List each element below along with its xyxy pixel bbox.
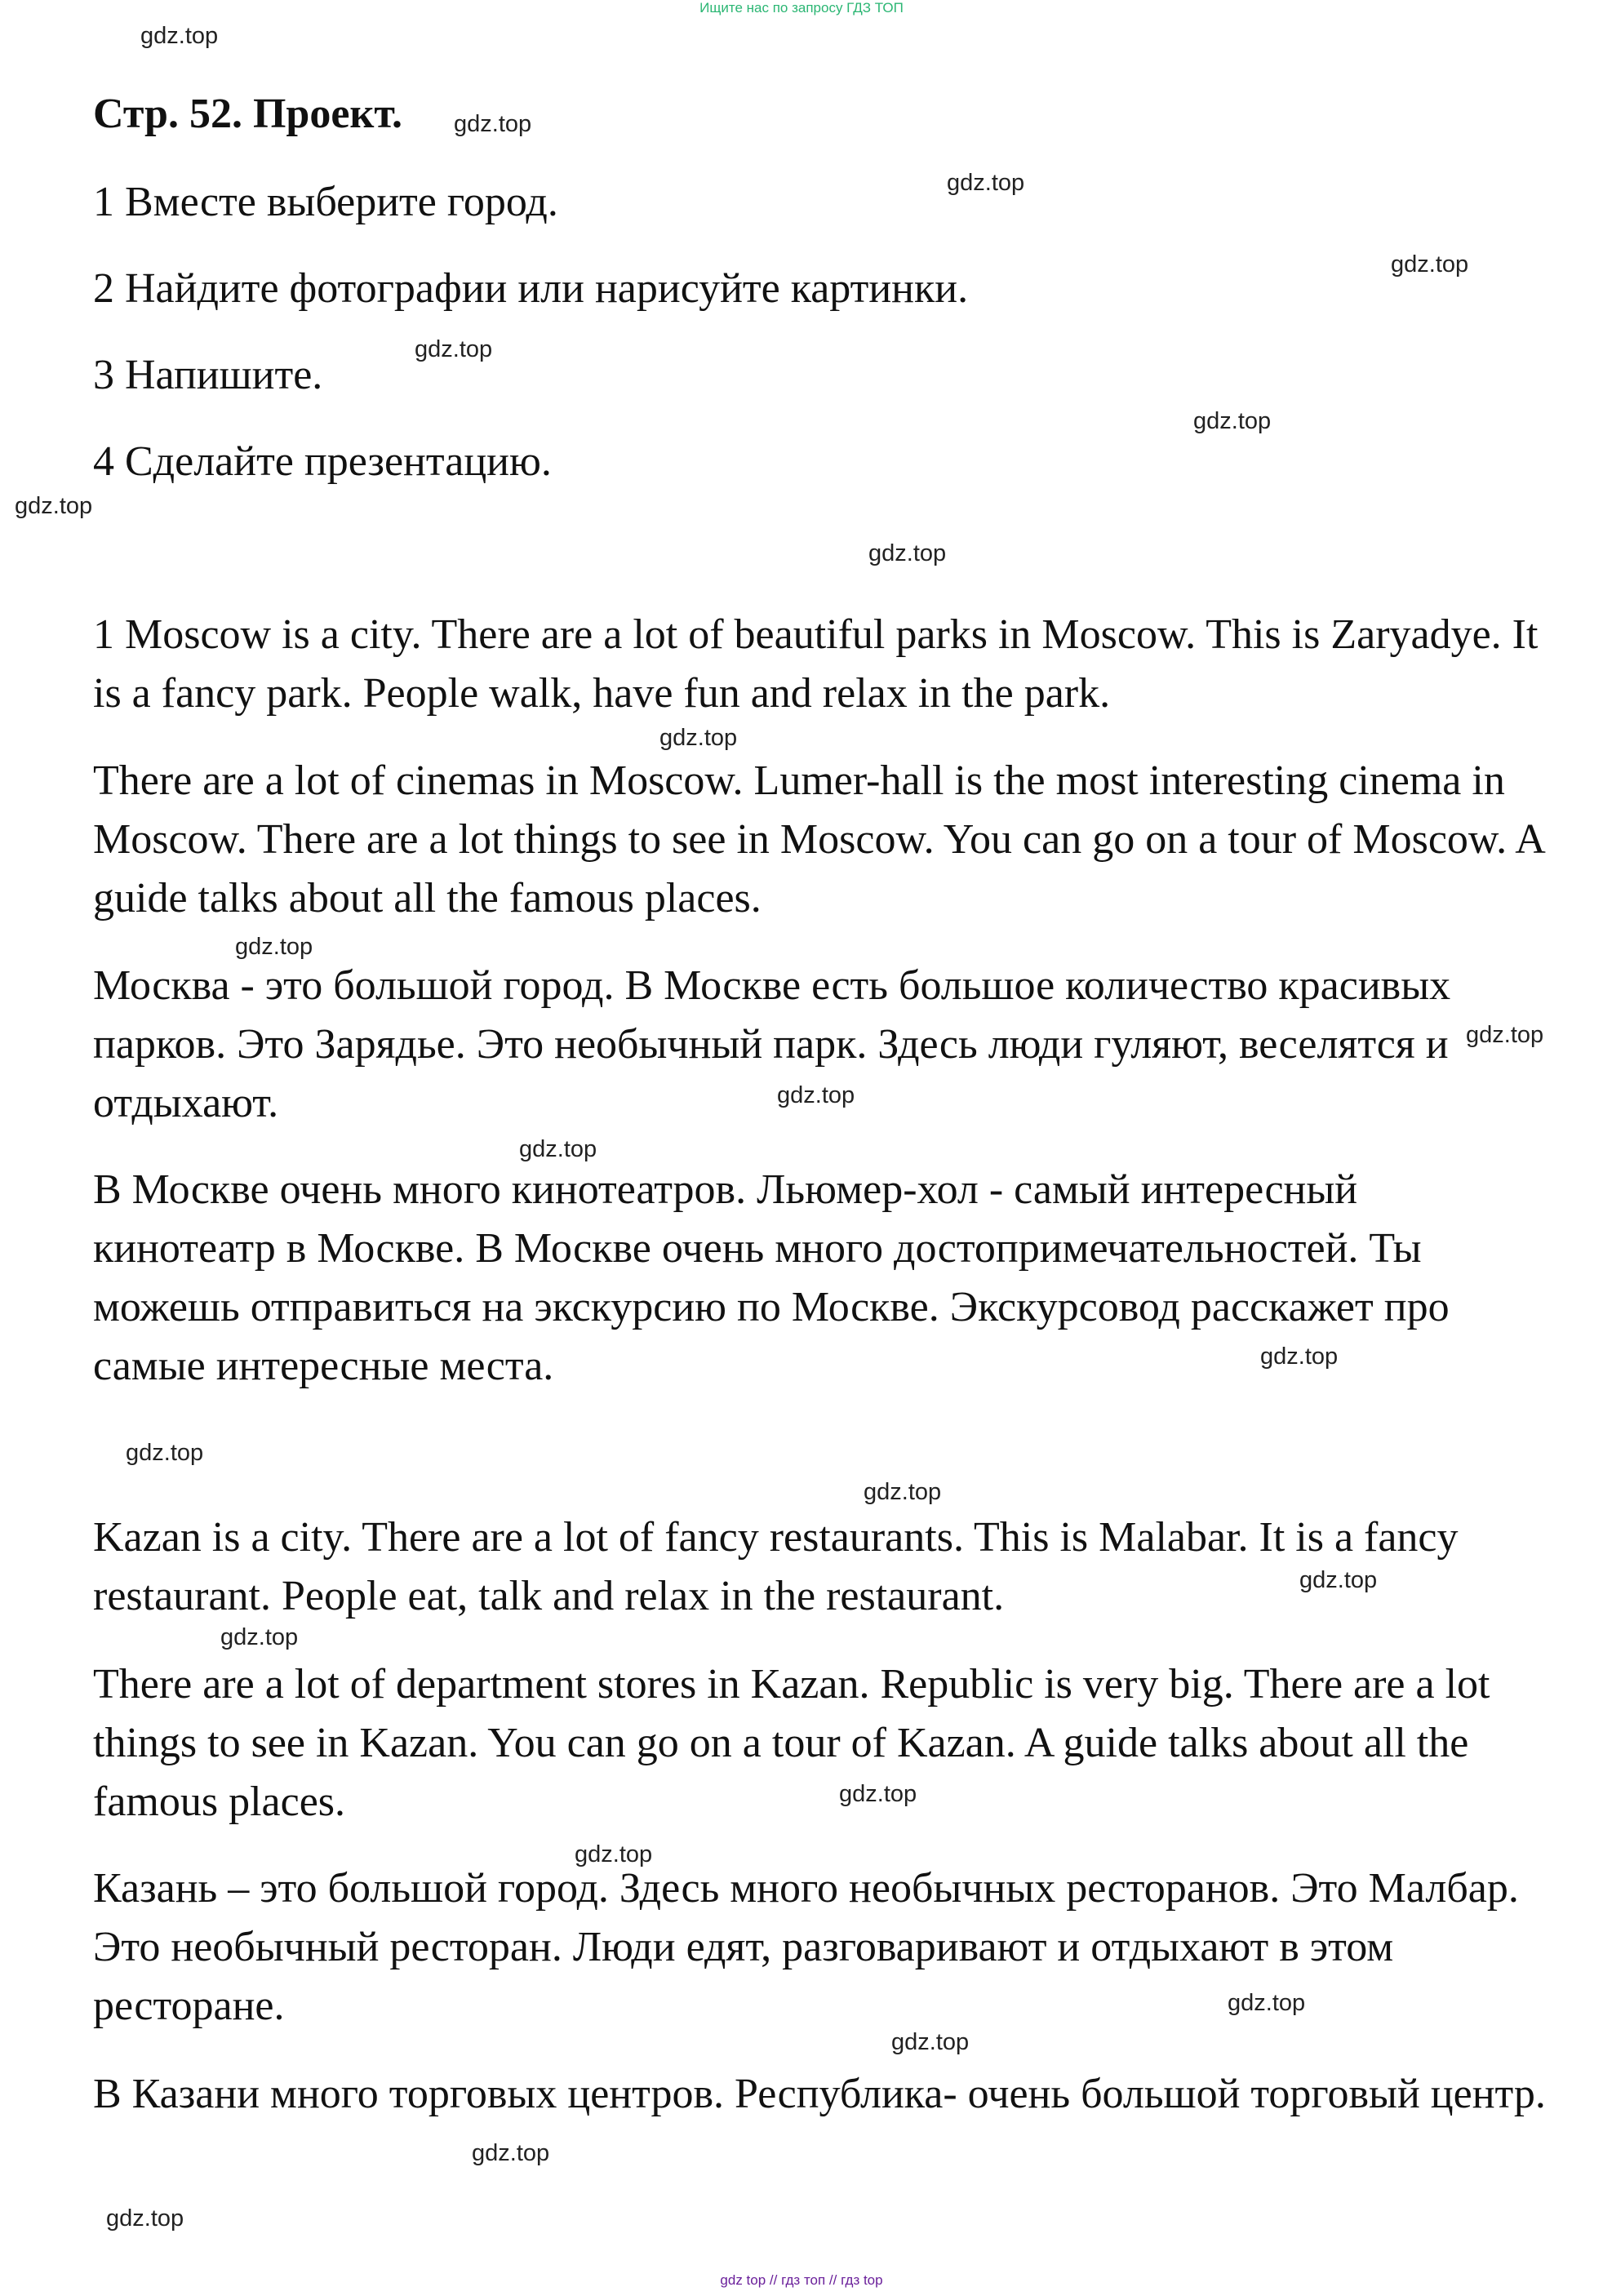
step-1: 1 Вместе выберите город.	[93, 179, 558, 225]
watermark: gdz.top	[454, 111, 532, 137]
watermark: gdz.top	[1228, 1990, 1306, 2016]
watermark: gdz.top	[868, 540, 947, 566]
moscow-english-paragraph-1: 1 Moscow is a city. There are a lot of beautiful parks in Moscow. This is Zaryadye. It is a fancy park. People walk, have fun and relax in the park.	[93, 611, 1539, 717]
moscow-english-paragraph-2: There are a lot of cinemas in Moscow. Lumer-hall is the most interesting cinema in Moscow. There are a lot things to see in Moscow. You can go on a tour of Moscow. A guide talks about all the famous places.	[93, 757, 1543, 922]
kazan-english-paragraph-1: Kazan is a city. There are a lot of fancy restaurants. This is Malabar. It is a fancy restaurant. People eat, talk and relax in the restaurant.	[93, 1514, 1459, 1619]
watermark: gdz.top	[1260, 1343, 1339, 1370]
watermark: gdz.top	[777, 1082, 855, 1108]
watermark: gdz.top	[947, 170, 1025, 196]
kazan-english-paragraph-2: There are a lot of department stores in Kazan. Republic is very big. There are a lot things to see in Kazan. You can go on a tour of Kazan. A guide talks about all the famous places.	[93, 1661, 1490, 1825]
step-2: 2 Найдите фотографии или нарисуйте картинки.	[93, 265, 969, 312]
top-banner[interactable]: Ищите нас по запросу ГДЗ ТОП	[699, 0, 904, 16]
watermark: gdz.top	[1299, 1567, 1378, 1593]
step-3: 3 Напишите.	[93, 352, 323, 398]
watermark: gdz.top	[106, 2205, 184, 2232]
watermark: gdz.top	[1193, 408, 1272, 434]
watermark: gdz.top	[575, 1841, 653, 1867]
step-4: 4 Сделайте презентацию.	[93, 438, 552, 485]
watermark: gdz.top	[1466, 1022, 1544, 1048]
watermark: gdz.top	[15, 493, 93, 519]
page-title: Стр. 52. Проект.	[93, 91, 403, 137]
watermark: gdz.top	[235, 934, 313, 960]
watermark: gdz.top	[519, 1136, 597, 1162]
footer-links[interactable]: gdz top // гдз топ // гдз top	[720, 2272, 883, 2288]
watermark: gdz.top	[415, 336, 493, 362]
watermark: gdz.top	[220, 1624, 299, 1650]
watermark: gdz.top	[472, 2140, 550, 2166]
kazan-russian-paragraph-2: В Казани много торговых центров. Республика- очень большой торговый центр.	[93, 2071, 1546, 2117]
watermark: gdz.top	[140, 23, 219, 49]
watermark: gdz.top	[126, 1440, 204, 1466]
watermark: gdz.top	[659, 725, 738, 751]
kazan-russian-paragraph-1: Казань – это большой город. Здесь много необычных ресторанов. Это Малбар. Это необычный ресторан. Люди едят, разговаривают и отдыхают в этом ресторане.	[93, 1865, 1519, 2029]
watermark: gdz.top	[1391, 251, 1469, 278]
moscow-russian-paragraph-2: В Москве очень много кинотеатров. Льюмер-хол - самый интересный кинотеатр в Москве. В Москве очень много достопримечательностей. Ты можешь отправиться на экскурсию по Москве. Экскурсовод расскажет про самые интересные места.	[93, 1166, 1450, 1389]
watermark: gdz.top	[864, 1479, 942, 1505]
moscow-russian-paragraph-1: Москва - это большой город. В Москве есть большое количество красивых парков. Это Зарядье. Это необычный парк. Здесь люди гуляют, веселятся и отдыхают.	[93, 962, 1451, 1126]
watermark: gdz.top	[891, 2029, 970, 2055]
watermark: gdz.top	[839, 1781, 917, 1807]
